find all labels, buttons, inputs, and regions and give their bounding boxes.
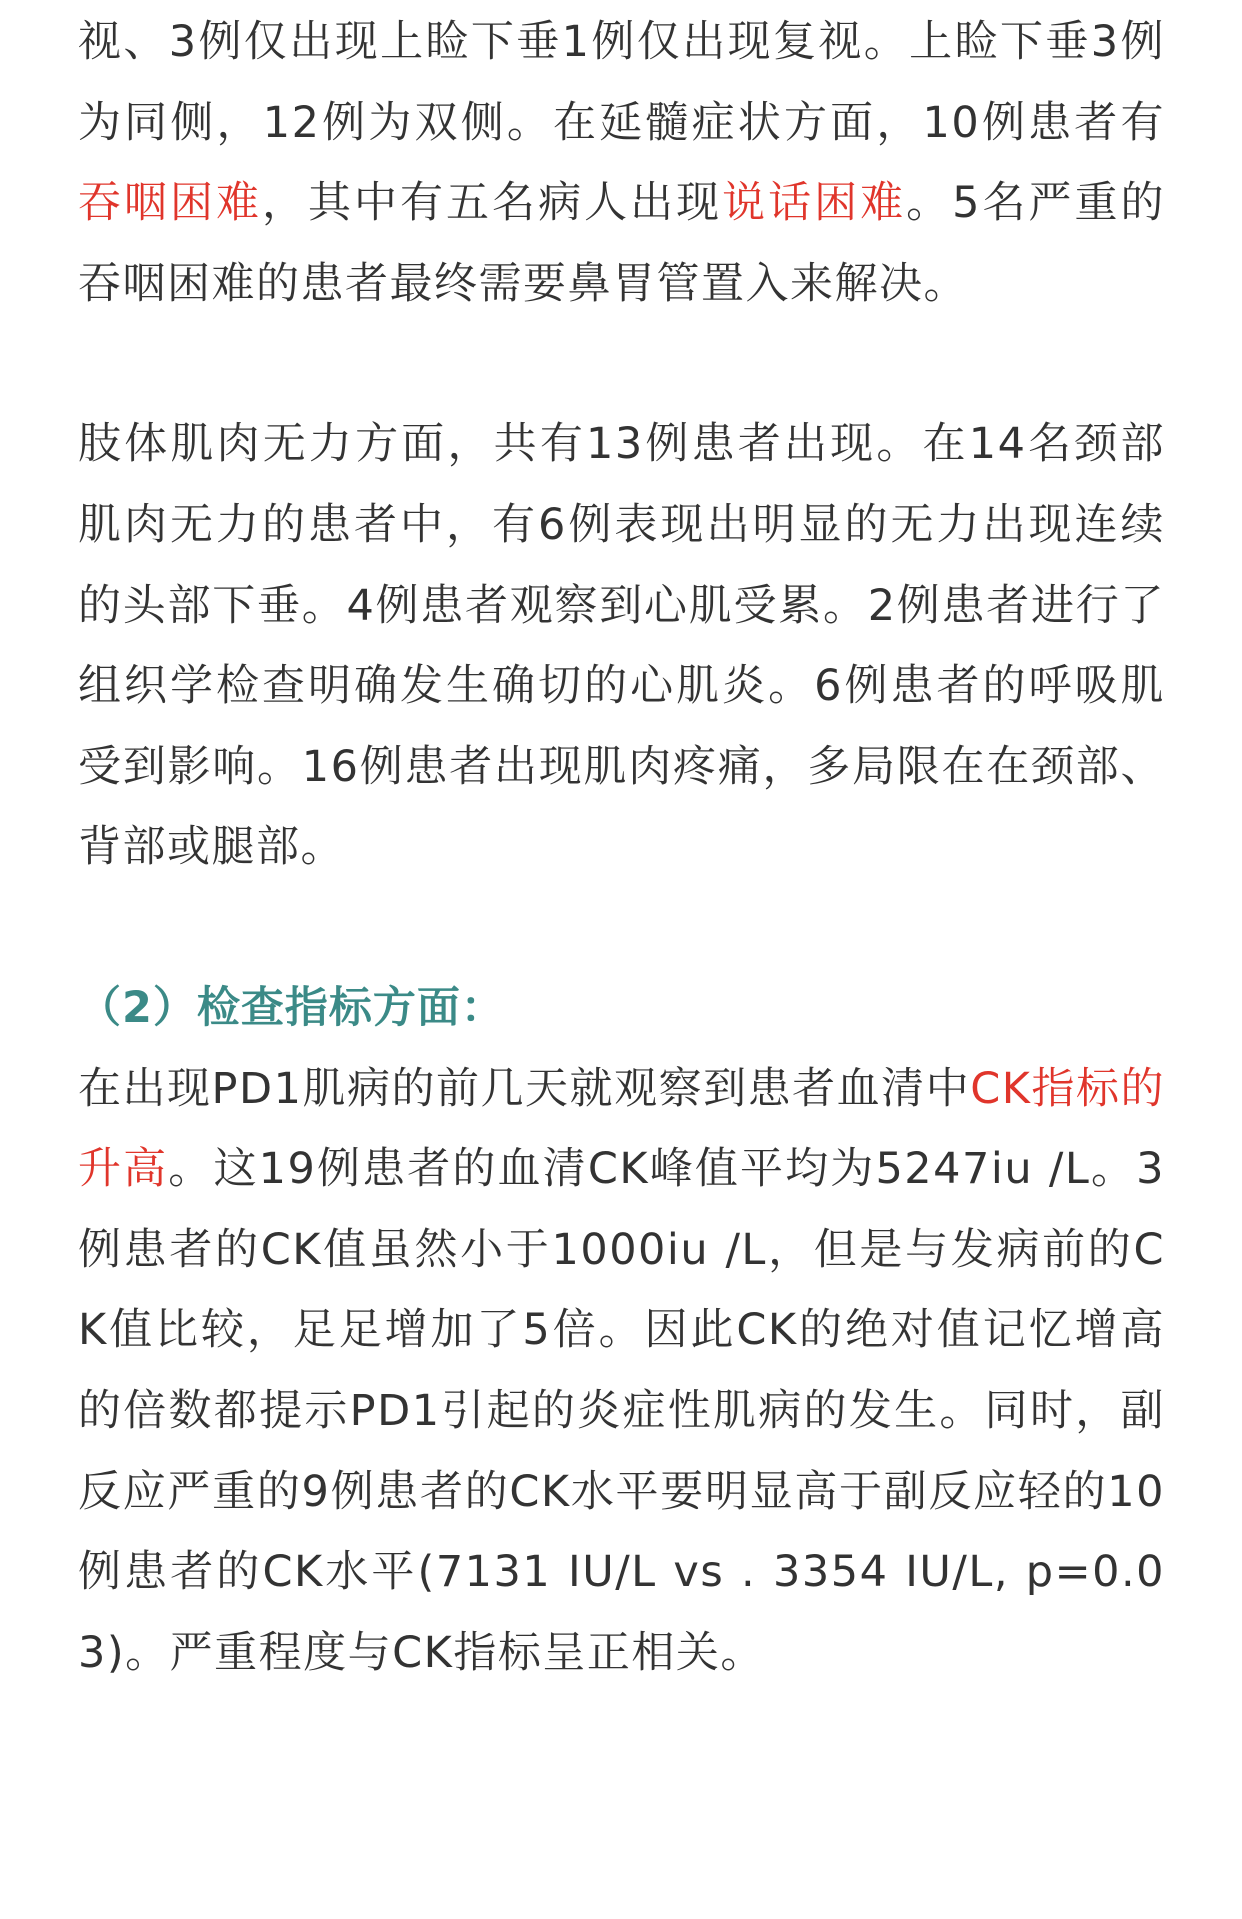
paragraph-bulbar-symptoms bbox=[78, 0, 1165, 324]
highlight-speech-difficulty: 说话困难 bbox=[722, 178, 907, 229]
paragraph-text: ，其中有五名病人出现 bbox=[262, 178, 723, 229]
paragraph-text: 肢体肌肉无力方面，共有13例患者出现。在14名颈部肌肉无力的患者中，有6例表现出明显的无力出现连续的头部下垂。4例患者观察到心肌受累。2例患者进行了组织学检查明确发生确切的心肌炎。6例患者的呼吸肌受到影响。16例患者出现肌肉疼痛，多局限在在颈部、背部或腿部。 bbox=[78, 419, 1165, 873]
section-heading-lab-indicators: （2）检查指标方面： bbox=[78, 982, 505, 1033]
paragraph-text: 在出现PD1肌病的前几天就观察到患者血清中 bbox=[78, 1063, 971, 1114]
highlight-dysphagia: 吞咽困难 bbox=[78, 178, 263, 229]
highlight-ck-elevation: CK指标的升高 bbox=[78, 1063, 1165, 1195]
paragraph-text: 。这19例患者的血清CK峰值平均为5247iu /L。3例患者的CK值虽然小于1000iu /L，但是与发病前的CK值比较，足足增加了5倍。因此CK的绝对值记忆增高的倍数都提示PD1引起的炎症性肌病的发生。同时，副反应严重的9例患者的CK水平要明显高于副反应轻的10例患者的CK水平(7131 IU/L vs . 3354 IU/L, p=0.03)。严重程度与CK指标呈正相关。 bbox=[78, 1144, 1165, 1678]
paragraph-text: 视、3例仅出现上睑下垂1例仅出现复视。上睑下垂3例为同侧，12例为双侧。在延髓症状方面，10例患者有 bbox=[78, 17, 1165, 148]
paragraph-limb-weakness bbox=[78, 404, 1165, 888]
paragraph-ck-levels bbox=[78, 1049, 1165, 1694]
paragraph-text: 。5名严重的吞咽困难的患者最终需要鼻胃管置入来解决。 bbox=[78, 178, 1166, 309]
